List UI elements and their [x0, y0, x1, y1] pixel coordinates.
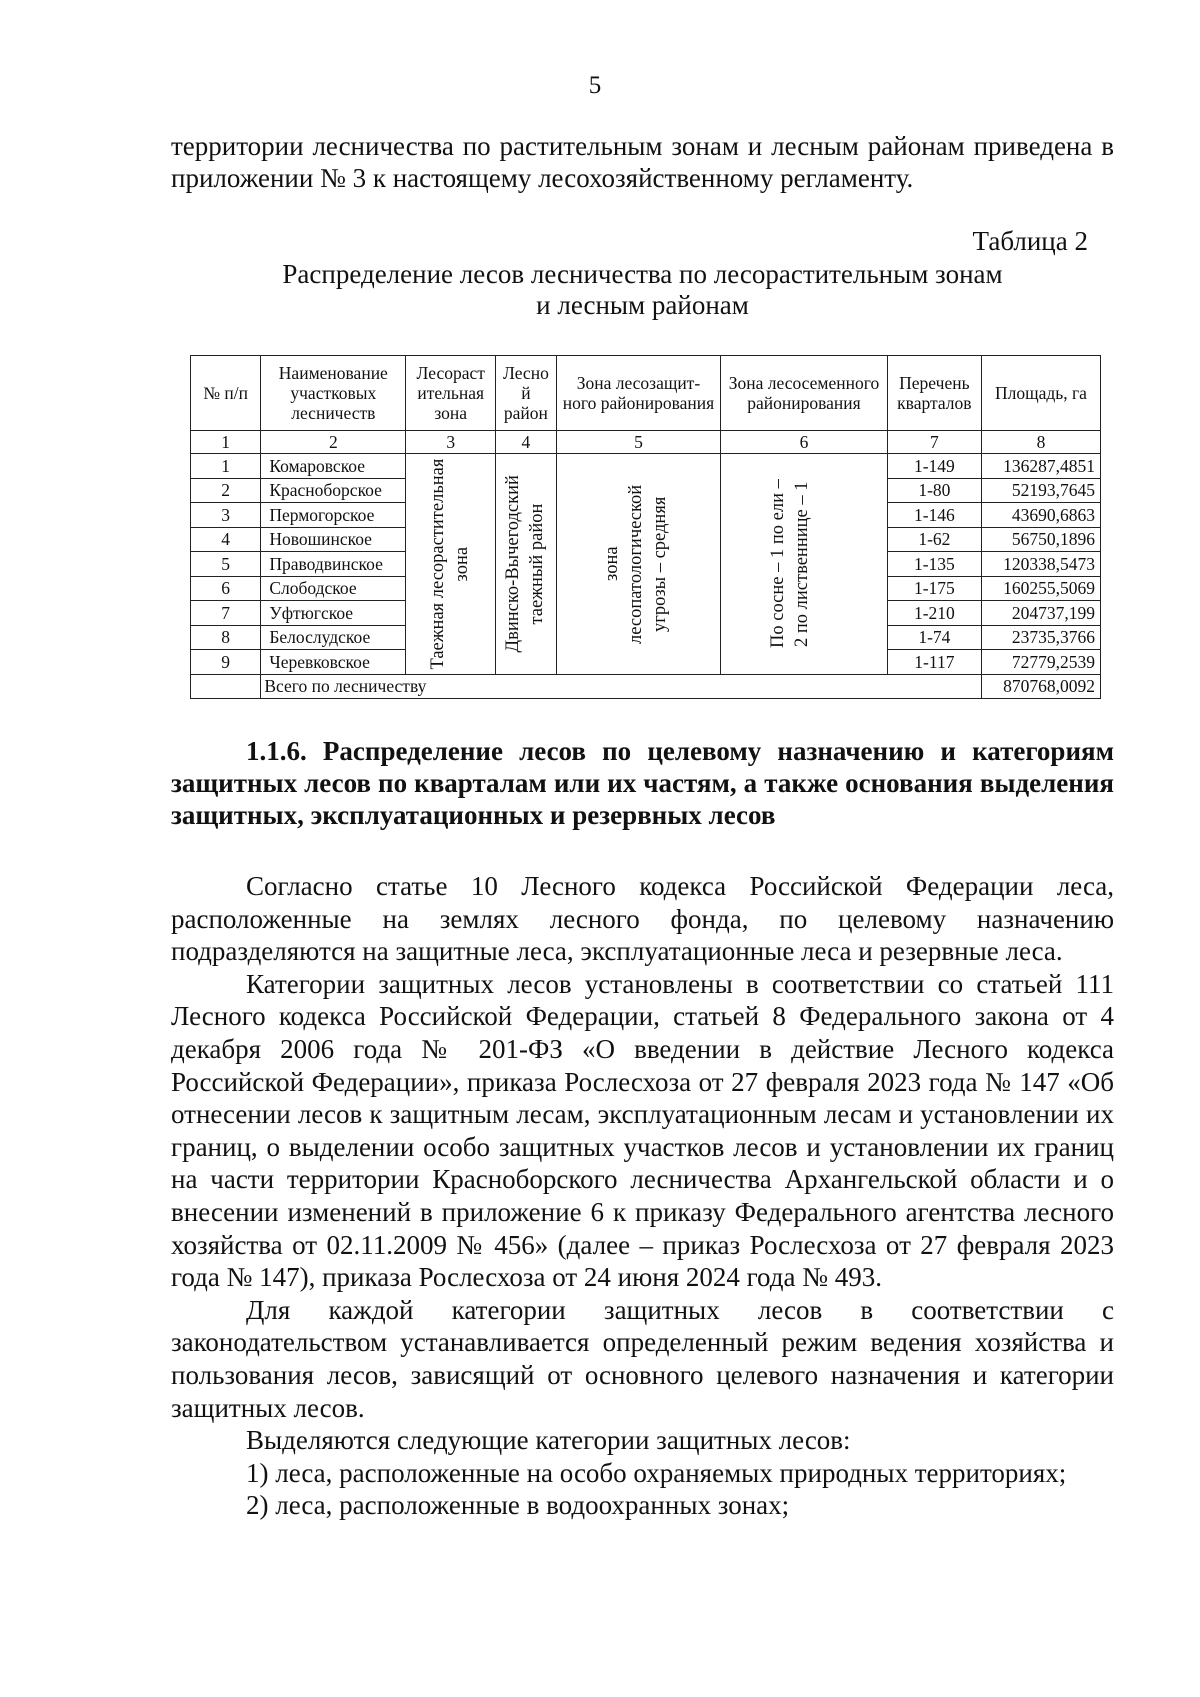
table-header-row [191, 356, 1101, 431]
merged-district-text: Двинско-Вычегодский таежный район [502, 475, 547, 653]
header-zone: Лесораст ительная зона [406, 356, 496, 431]
header-protect-zone: Зона лесозащит- ного районирования [556, 356, 720, 431]
body-text [171, 870, 1114, 1522]
row-num: 7 [191, 601, 261, 626]
row-name: Слободское [261, 576, 406, 601]
section-heading [171, 735, 1114, 831]
row-area: 52193,7645 [981, 478, 1100, 503]
header-name: Наименование участковых лесничеств [261, 356, 406, 431]
row-num: 9 [191, 650, 261, 675]
body-paragraph: 2) леса, расположенные в водоохранных зонах; [246, 1490, 790, 1521]
row-name: Белослудское [261, 625, 406, 650]
row-area: 120338,5473 [981, 552, 1100, 577]
body-paragraph: Выделяются следующие категории защитных лесов: [246, 1425, 851, 1456]
row-name: Красноборское [261, 478, 406, 503]
header-district: Лесно й район [496, 356, 557, 431]
column-number-row [191, 431, 1101, 454]
header-area: Площадь, га [981, 356, 1100, 431]
row-num: 6 [191, 576, 261, 601]
row-quarters: 1-74 [887, 625, 981, 650]
column-number: 3 [406, 431, 496, 454]
table-label: Таблица 2 [972, 226, 1088, 256]
row-area: 72779,2539 [981, 650, 1100, 675]
header-seed-zone: Зона лесосеменного районирования [721, 356, 888, 431]
page-number: 5 [588, 72, 602, 99]
row-area: 136287,4851 [981, 454, 1100, 479]
forest-distribution-table [190, 355, 1101, 699]
row-num: 8 [191, 625, 261, 650]
merged-zone-text: Таежная лесорастительная зона [427, 458, 472, 670]
row-area: 204737,199 [981, 601, 1100, 626]
intro-paragraph: территории лесничества по растительным зонам и лесным районам приведена в приложении № 3 к настоящему лесохозяйственному регламенту. [171, 131, 1114, 193]
table-row [191, 454, 1101, 479]
total-label: Всего по лесничеству [261, 674, 982, 699]
row-name: Пермогорское [261, 503, 406, 528]
row-quarters: 1-175 [887, 576, 981, 601]
merged-seed-zone-text: По сосне – 1 по ели – 2 по лиственнице – 1 [767, 479, 812, 649]
row-quarters: 1-117 [887, 650, 981, 675]
body-paragraph: Категории защитных лесов установлены в соответствии со статьей 111 Лесного кодекса Российской Федерации, статьей 8 Федерального закона от 4 декабря 2006 года № 201-ФЗ «О введении в действие Лесного кодекса Российской Федерации», приказа Рослесхоза от 27 февраля 2023 года № 147 «Об отнесении лесов к защитным лесам, эксплуатационным лесам и установлении их границ, о выделении особо защитных участков лесов и установлении их границ на части территории Красноборского лесничества Архангельской области и о внесении изменений в приложение 6 к приказу Федерального агентства лесного хозяйства от 02.11.2009 № 456» (далее – приказ Рослесхоза от 27 февраля 2023 года № 147), приказа Рослесхоза от 24 июня 2024 года № 493. [171, 968, 1114, 1293]
body-paragraph: Согласно статье 10 Лесного кодекса Российской Федерации леса, расположенные на землях лесного фонда, по целевому назначению подразделяются на защитные леса, эксплуатационные леса и резервные леса. [171, 871, 1114, 967]
row-num: 2 [191, 478, 261, 503]
row-num: 5 [191, 552, 261, 577]
total-area: 870768,0092 [981, 674, 1100, 699]
section-heading-text: 1.1.6. Распределение лесов по целевому назначению и категориям защитных лесов по кварталам или их частям, а также основания выделения защитных, эксплуатационных и резервных лесов [171, 736, 1114, 830]
column-number: 1 [191, 431, 261, 454]
body-paragraph: 1) леса, расположенные на особо охраняемых природных территориях; [246, 1457, 1067, 1488]
table-total-row [191, 674, 1101, 699]
merged-protect-zone-text: зона лесопатологической угрозы – средняя [602, 484, 671, 644]
row-num: 4 [191, 527, 261, 552]
merged-protect-zone-cell [556, 454, 720, 675]
column-number: 4 [496, 431, 557, 454]
row-name: Комаровское [261, 454, 406, 479]
row-quarters: 1-80 [887, 478, 981, 503]
column-number: 5 [556, 431, 720, 454]
row-num: 3 [191, 503, 261, 528]
row-quarters: 1-62 [887, 527, 981, 552]
header-quarters: Перечень кварталов [887, 356, 981, 431]
row-name: Праводвинское [261, 552, 406, 577]
row-area: 23735,3766 [981, 625, 1100, 650]
table-title-line-1: Распределение лесов лесничества по лесорастительным зонам [282, 259, 1003, 289]
header-num: № п/п [191, 356, 261, 431]
column-number: 6 [721, 431, 888, 454]
row-area: 56750,1896 [981, 527, 1100, 552]
row-area: 160255,5069 [981, 576, 1100, 601]
row-quarters: 1-135 [887, 552, 981, 577]
row-quarters: 1-146 [887, 503, 981, 528]
row-area: 43690,6863 [981, 503, 1100, 528]
merged-zone-cell [406, 454, 496, 675]
row-quarters: 1-210 [887, 601, 981, 626]
table-title-line-2: и лесным районам [536, 290, 749, 320]
merged-seed-zone-cell [721, 454, 888, 675]
merged-district-cell [496, 454, 557, 675]
row-name: Новошинское [261, 527, 406, 552]
table-title [171, 259, 1114, 321]
row-name: Черевковское [261, 650, 406, 675]
row-quarters: 1-149 [887, 454, 981, 479]
body-paragraph: Для каждой категории защитных лесов в соответствии с законодательством устанавливается определенный режим ведения хозяйства и пользования лесов, зависящий от основного целевого назначения и категории защитных лесов. [171, 1294, 1114, 1423]
column-number: 7 [887, 431, 981, 454]
row-name: Уфтюгское [261, 601, 406, 626]
total-empty-cell [191, 674, 261, 699]
column-number: 8 [981, 431, 1100, 454]
column-number: 2 [261, 431, 406, 454]
row-num: 1 [191, 454, 261, 479]
